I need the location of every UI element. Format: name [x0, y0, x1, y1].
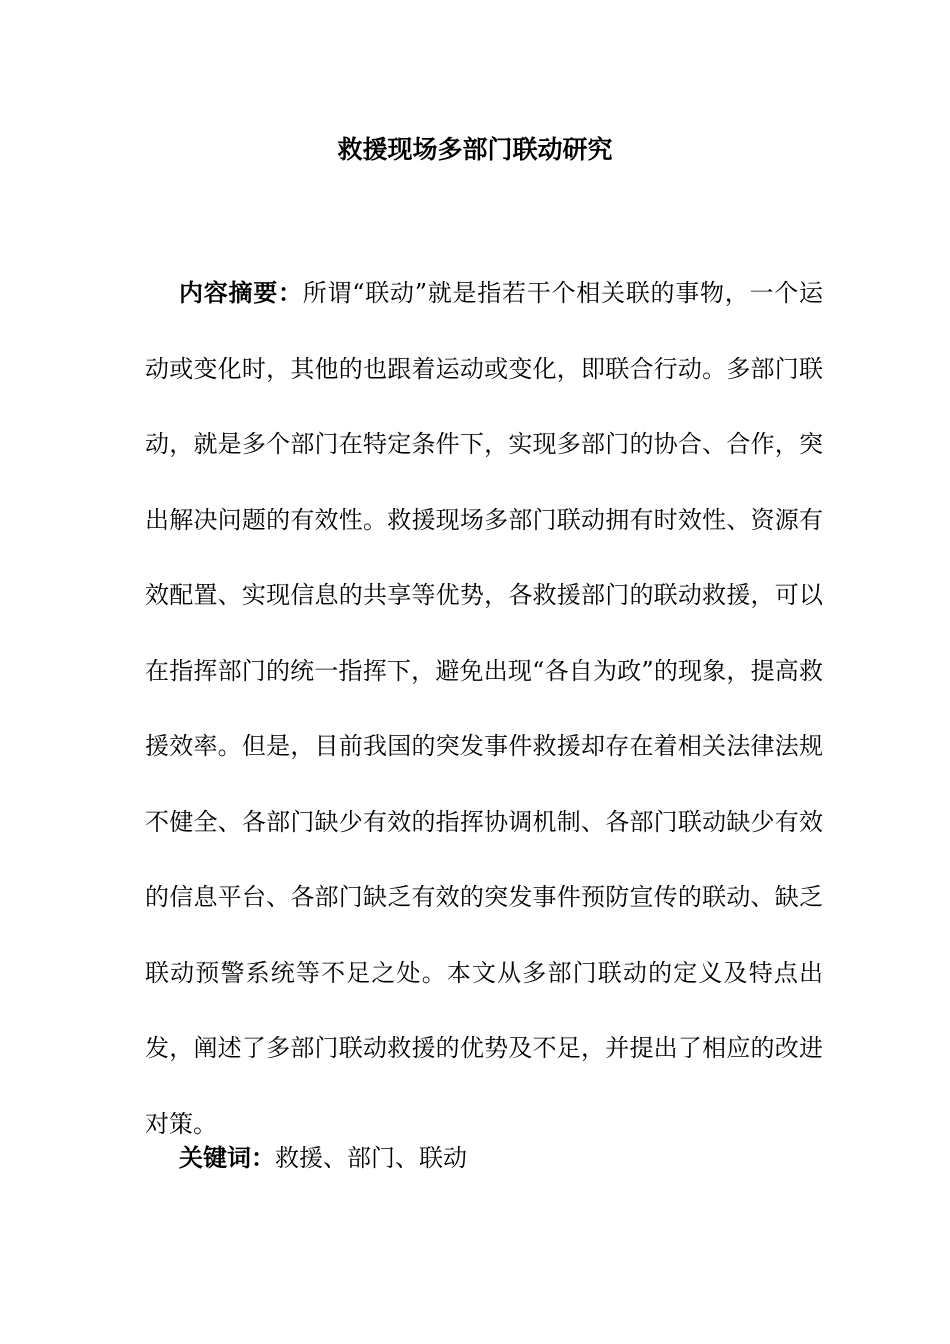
abstract-paragraph: [145, 255, 823, 1162]
abstract-label: 内容摘要：: [179, 278, 303, 307]
keywords-text: 救援、部门、联动: [275, 1144, 467, 1172]
abstract-text: 所谓“联动”就是指若干个相关联的事物，一个运动或变化时，其他的也跟着运动或变化，即联合行动。多部门联动，就是多个部门在特定条件下，实现多部门的协合、合作，突出解决问题的有效性。救援现场多部门联动拥有时效性、资源有效配置、实现信息的共享等优势，各救援部门的联动救援，可以在指挥部门的统一指挥下，避免出现“各自为政”的现象，提高救援效率。但是，目前我国的突发事件救援却存在着相关法律法规不健全、各部门缺少有效的指挥协调机制、各部门联动缺少有效的信息平台、各部门缺乏有效的突发事件预防宣传的联动、缺乏联动预警系统等不足之处。本文从多部门联动的定义及特点出发，阐述了多部门联动救援的优势及不足，并提出了相应的改进对策。: [145, 279, 823, 1138]
keywords-label: 关键词：: [179, 1143, 275, 1172]
keywords-line: [179, 1138, 819, 1178]
document-title: 救援现场多部门联动研究: [337, 135, 613, 164]
